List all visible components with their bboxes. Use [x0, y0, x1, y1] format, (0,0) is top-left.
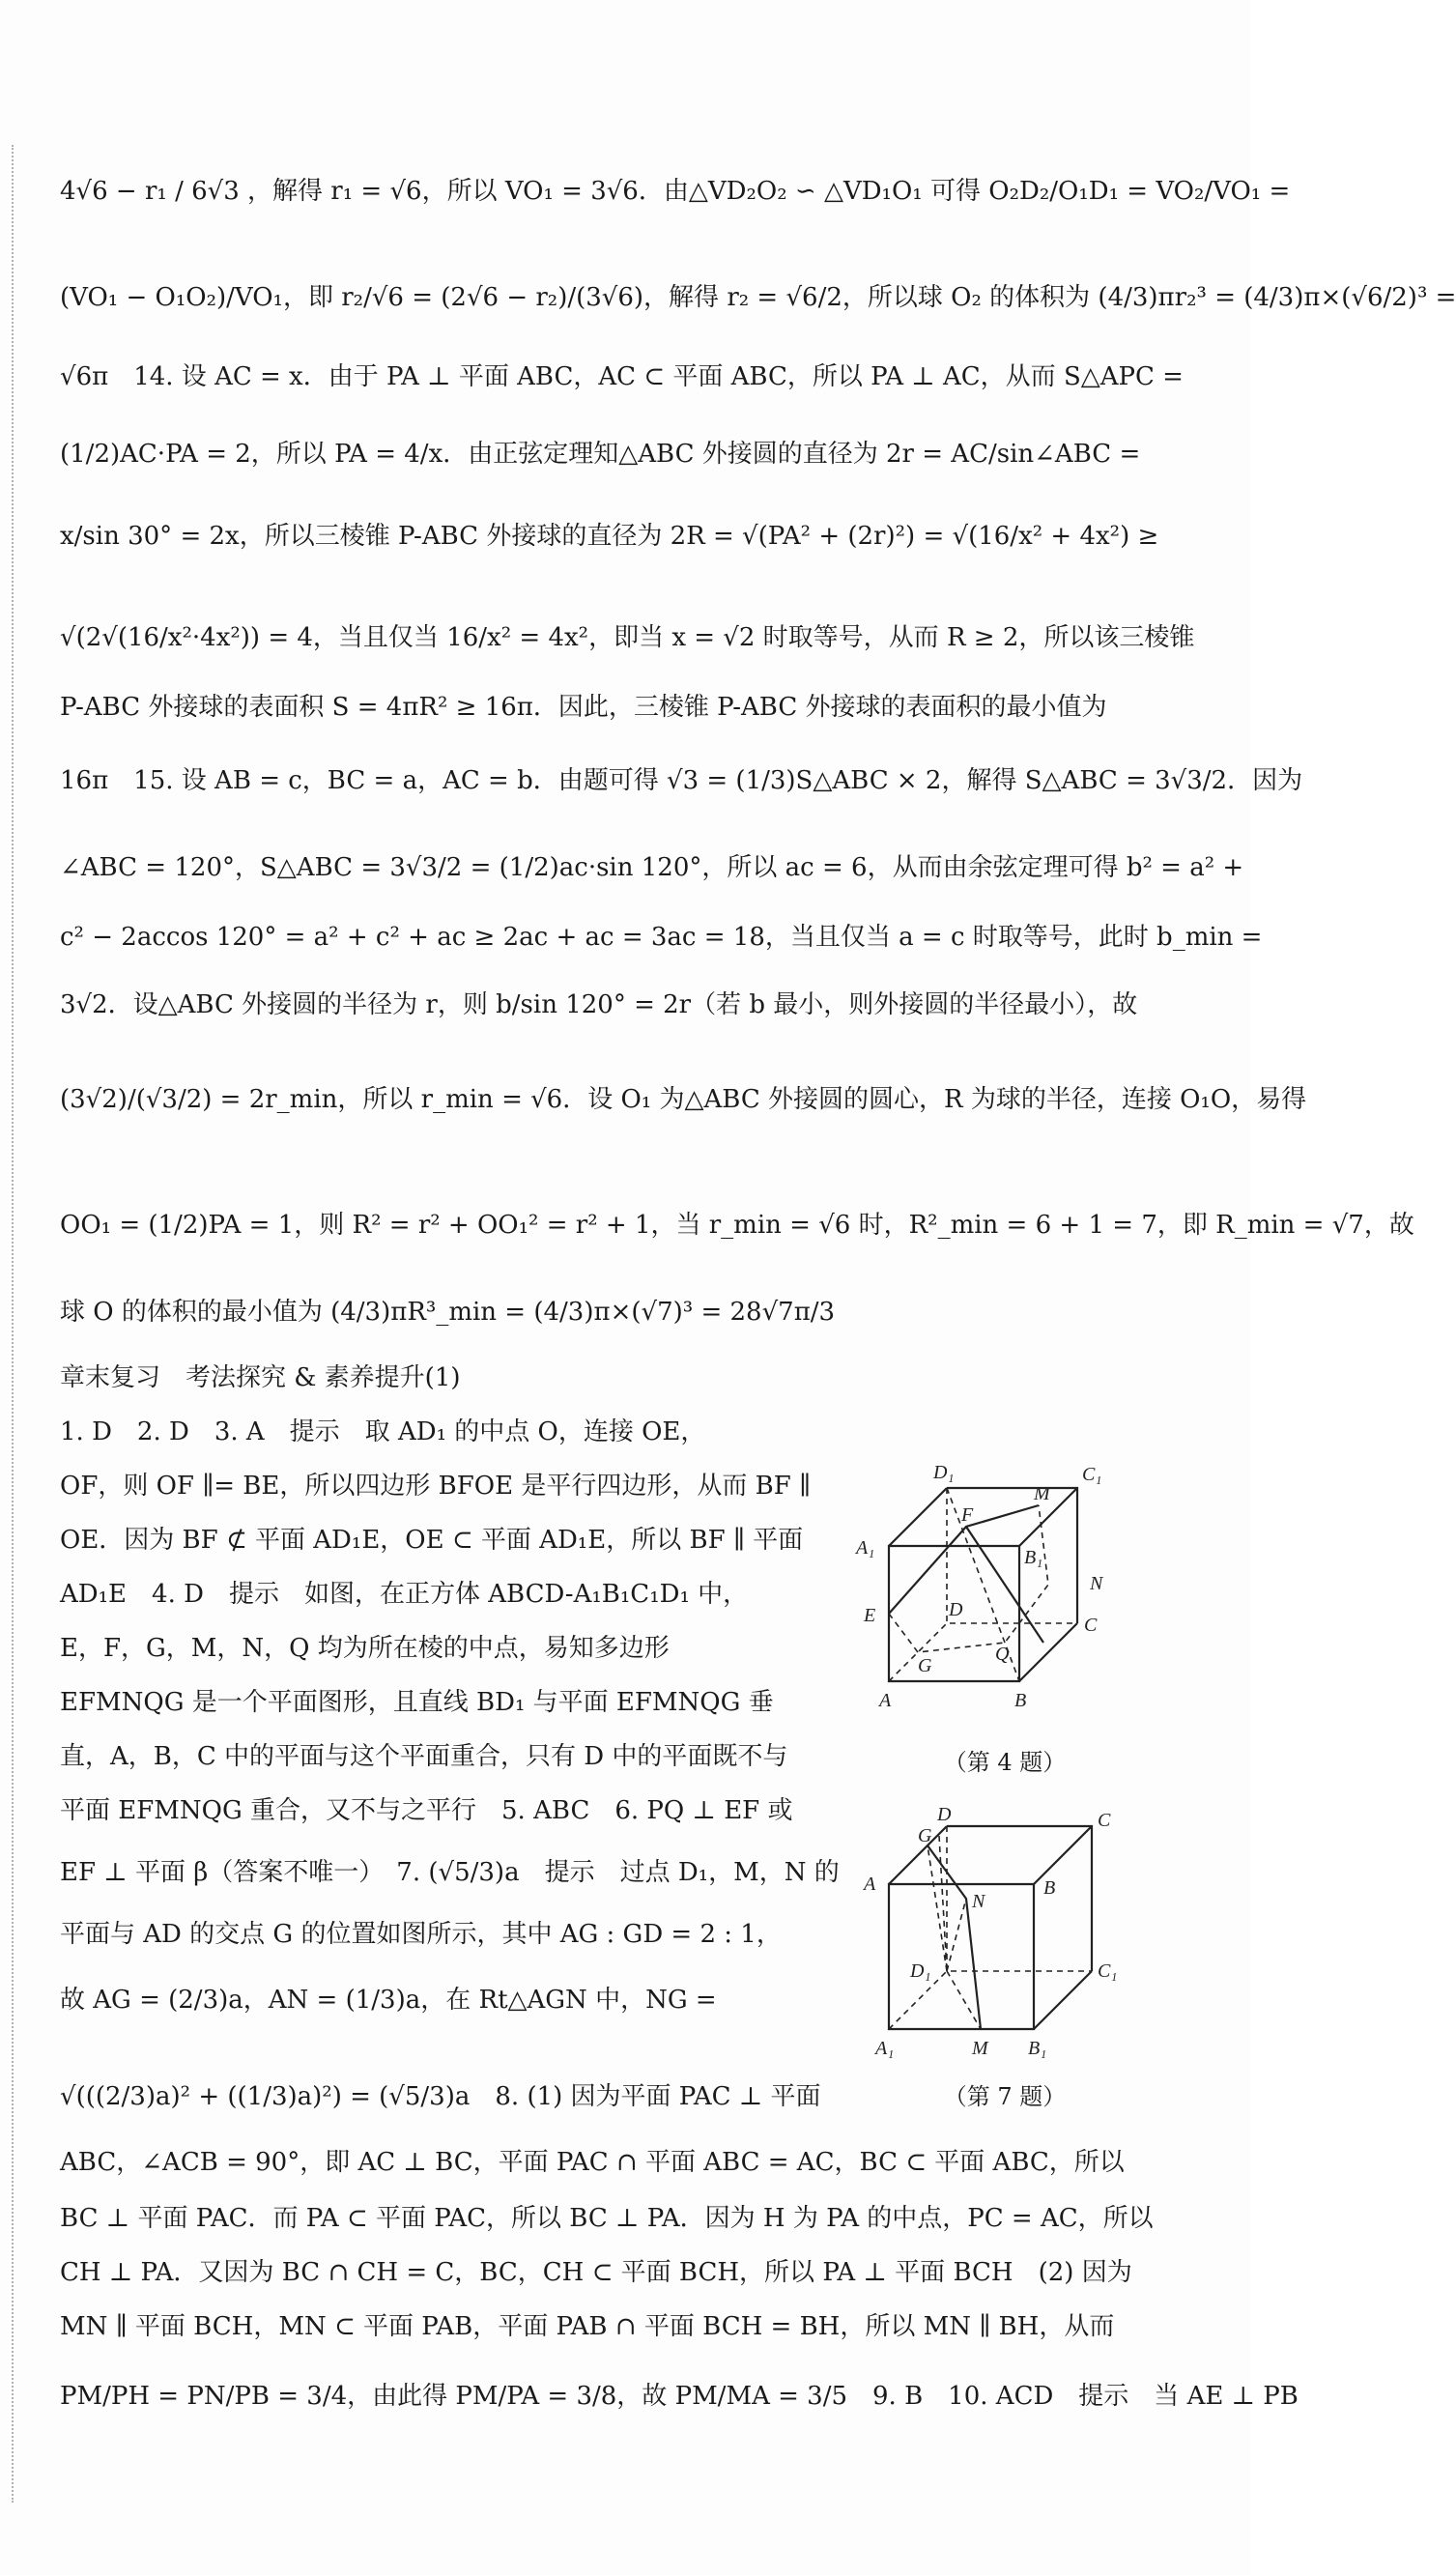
edge-bc: [1034, 1826, 1092, 1884]
text-line: (1/2)AC·PA = 2，所以 PA = 4/x．由正弦定理知△ABC 外接圆的直径为 2r = AC/sin∠ABC =: [60, 440, 1141, 469]
figure-7-caption: （第 7 题）: [943, 2083, 1067, 2110]
text-line: 1. D 2. D 3. A 提示 取 AD₁ 的中点 O，连接 OE，: [60, 1417, 706, 1446]
text-line: (VO₁ − O₁O₂)/VO₁，即 r₂/√6 = (2√6 − r₂)/(3√6)，解得 r₂ = √6/2，所以球 O₂ 的体积为 (4/3)πr₂³ = (4/3)π×(√6/2)³ =: [60, 283, 1456, 312]
label-c: C: [1098, 1810, 1111, 1831]
label-c1: C₁: [1082, 1464, 1102, 1485]
text-line: EF ⊥ 平面 β（答案不唯一） 7. (√5/3)a 提示 过点 D₁，M，N 的: [60, 1858, 840, 1887]
figure-4-caption: （第 4 题）: [943, 1749, 1067, 1776]
label-c: C: [1084, 1615, 1098, 1636]
label-q: Q: [995, 1644, 1010, 1665]
text-line: 16π 15. 设 AB = c，BC = a，AC = b．由题可得 √3 = (1/3)S△ABC × 2，解得 S△ABC = 3√3/2．因为: [60, 766, 1303, 795]
text-line: AD₁E 4. D 提示 如图，在正方体 ABCD-A₁B₁C₁D₁ 中，: [60, 1580, 749, 1609]
label-g: G: [918, 1655, 932, 1676]
label-d: D: [937, 1804, 952, 1825]
text-line: (3√2)/(√3/2) = 2r_min，所以 r_min = √6．设 O₁ 为△ABC 外接圆的圆心，R 为球的半径，连接 O₁O，易得: [60, 1085, 1307, 1114]
label-m: M: [1034, 1483, 1050, 1504]
text-line: 4√6 − r₁ / 6√3 ，解得 r₁ = √6，所以 VO₁ = 3√6．由△VD₂O₂ ∽ △VD₁O₁ 可得 O₂D₂/O₁D₁ = VO₂/VO₁ =: [60, 177, 1291, 206]
text-line: 球 O 的体积的最小值为 (4/3)πR³_min = (4/3)π×(√7)³ = 28√7π/3: [60, 1298, 836, 1327]
text-line: OF，则 OF ∥= BE，所以四边形 BFOE 是平行四边形，从而 BF ∥: [60, 1472, 812, 1501]
text-line: c² − 2accos 120° = a² + c² + ac ≥ 2ac + ac = 3ac = 18，当且仅当 a = c 时取等号，此时 b_min =: [60, 923, 1263, 952]
text-line: √(2√(16/x²·4x²)) = 4，当且仅当 16/x² = 4x²，即当 x = √2 时取等号，从而 R ≥ 2，所以该三棱锥: [60, 623, 1195, 652]
text-line: 故 AG = (2/3)a，AN = (1/3)a，在 Rt△AGN 中，NG =: [60, 1986, 717, 2015]
text-line: x/sin 30° = 2x，所以三棱锥 P-ABC 外接球的直径为 2R = √(PA² + (2r)²) = √(16/x² + 4x²) ≥: [60, 522, 1159, 551]
label-d1: D₁: [910, 1960, 931, 1982]
label-g: G: [918, 1825, 932, 1846]
text-line: MN ∥ 平面 BCH，MN ⊂ 平面 PAB，平面 PAB ∩ 平面 BCH = BH，所以 MN ∥ BH，从而: [60, 2312, 1115, 2341]
text-line: BC ⊥ 平面 PAC．而 PA ⊂ 平面 PAC，所以 BC ⊥ PA．因为 H 为 PA 的中点，PC = AC，所以: [60, 2204, 1154, 2233]
label-c1: C₁: [1098, 1960, 1118, 1982]
text-line: 平面 EFMNQG 重合，又不与之平行 5. ABC 6. PQ ⊥ EF 或: [60, 1796, 793, 1825]
text-line: P-ABC 外接球的表面积 S = 4πR² ≥ 16π．因此，三棱锥 P-ABC 外接球的表面积的最小值为: [60, 693, 1107, 722]
label-b: B: [1014, 1690, 1027, 1711]
section-heading: 章末复习 考法探究 & 素养提升(1): [60, 1363, 461, 1392]
label-m: M: [972, 2038, 988, 2059]
text-line: 平面与 AD 的交点 G 的位置如图所示，其中 AG : GD = 2 : 1，: [60, 1920, 782, 1949]
figure-4-cube: [850, 1440, 1140, 1730]
label-a: A: [879, 1690, 892, 1711]
margin-dotted-line: [12, 145, 14, 2503]
text-line: OO₁ = (1/2)PA = 1，则 R² = r² + OO₁² = r² + 1，当 r_min = √6 时，R²_min = 6 + 1 = 7，即 R_min = √7，故: [60, 1211, 1414, 1240]
text-line: 3√2．设△ABC 外接圆的半径为 r，则 b/sin 120° = 2r（若 b 最小，则外接圆的半径最小），故: [60, 990, 1138, 1019]
label-n: N: [972, 1891, 985, 1912]
edge-a1d1: [889, 1488, 947, 1546]
label-d: D: [949, 1599, 963, 1620]
text-line: √6π 14. 设 AC = x．由于 PA ⊥ 平面 ABC，AC ⊂ 平面 ABC，所以 PA ⊥ AC，从而 S△APC =: [60, 362, 1184, 391]
label-b1: B₁: [1028, 2038, 1047, 2059]
label-n: N: [1090, 1573, 1103, 1594]
text-line: 直，A，B，C 中的平面与这个平面重合，只有 D 中的平面既不与: [60, 1742, 788, 1771]
text-line: EFMNQG 是一个平面图形，且直线 BD₁ 与平面 EFMNQG 垂: [60, 1688, 774, 1717]
label-a1: A₁: [875, 2038, 895, 2059]
hidden-section: [889, 1505, 1048, 1652]
text-line: E，F，G，M，N，Q 均为所在棱的中点，易知多边形: [60, 1634, 670, 1663]
hidden-lines: [928, 1836, 981, 2029]
text-line: CH ⊥ PA．又因为 BC ∩ CH = C，BC，CH ⊂ 平面 BCH，所以 PA ⊥ 平面 BCH (2) 因为: [60, 2258, 1132, 2287]
label-a: A: [864, 1874, 876, 1895]
text-line: ABC，∠ACB = 90°，即 AC ⊥ BC，平面 PAC ∩ 平面 ABC = AC，BC ⊂ 平面 ABC，所以: [60, 2148, 1125, 2177]
edge-b1c1: [1034, 1971, 1092, 2029]
label-e: E: [864, 1605, 876, 1626]
section-gnm: [928, 1845, 981, 2029]
text-line: OE．因为 BF ⊄ 平面 AD₁E，OE ⊂ 平面 AD₁E，所以 BF ∥ 平面: [60, 1526, 804, 1555]
label-b1: B₁: [1024, 1547, 1043, 1568]
label-a1: A₁: [856, 1537, 875, 1559]
text-line: ∠ABC = 120°，S△ABC = 3√3/2 = (1/2)ac·sin 120°，所以 ac = 6，从而由余弦定理可得 b² = a² +: [60, 853, 1244, 882]
line-f: [966, 1527, 1043, 1643]
text-line: √(((2/3)a)² + ((1/3)a)²) = (√5/3)a 8. (1) 因为平面 PAC ⊥ 平面: [60, 2082, 821, 2111]
label-f: F: [961, 1504, 974, 1526]
label-b: B: [1043, 1877, 1056, 1899]
front-face: [889, 1884, 1034, 2029]
text-line: PM/PH = PN/PB = 3/4，由此得 PM/PA = 3/8，故 PM/MA = 3/5 9. B 10. ACD 提示 当 AE ⊥ PB: [60, 2382, 1299, 2411]
edge-bc: [1019, 1623, 1077, 1681]
label-d1: D₁: [933, 1462, 955, 1483]
